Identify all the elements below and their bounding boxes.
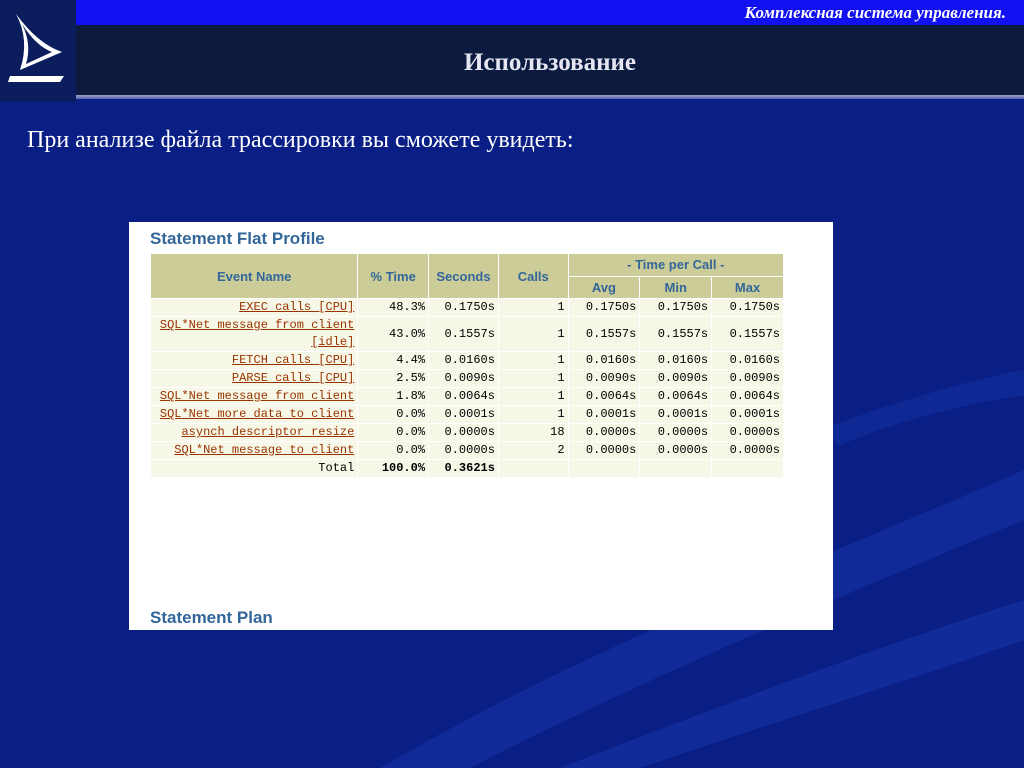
- table-row: [151, 424, 784, 442]
- col-calls: Calls: [498, 254, 568, 299]
- seconds-cell: 0.0001s: [429, 406, 499, 424]
- calls-cell: 1: [498, 388, 568, 406]
- col-time-per-call: - Time per Call -: [568, 254, 783, 277]
- total-pct: 100.0%: [358, 460, 429, 478]
- max-cell: 0.0000s: [712, 424, 784, 442]
- event-link[interactable]: SQL*Net more data to client: [151, 406, 358, 424]
- seconds-cell: 0.1750s: [429, 299, 499, 317]
- avg-cell: 0.0090s: [568, 370, 640, 388]
- calls-cell: 1: [498, 370, 568, 388]
- avg-cell: 0.1750s: [568, 299, 640, 317]
- calls-cell: 1: [498, 406, 568, 424]
- min-cell: 0.0064s: [640, 388, 712, 406]
- title-bar: [76, 25, 1024, 95]
- table-row: [151, 388, 784, 406]
- col-min: Min: [640, 276, 712, 299]
- max-cell: 0.0001s: [712, 406, 784, 424]
- min-cell: 0.1750s: [640, 299, 712, 317]
- max-cell: 0.0160s: [712, 352, 784, 370]
- min-cell: 0.1557s: [640, 317, 712, 352]
- min-cell: 0.0001s: [640, 406, 712, 424]
- table-row: [151, 442, 784, 460]
- max-cell: 0.1557s: [712, 317, 784, 352]
- avg-cell: 0.0000s: [568, 424, 640, 442]
- parus-sail-icon: [0, 0, 76, 102]
- company-name: Комплексная система управления.: [744, 3, 1006, 22]
- event-link[interactable]: SQL*Net message to client: [151, 442, 358, 460]
- event-link[interactable]: EXEC calls [CPU]: [151, 299, 358, 317]
- table-row: [151, 299, 784, 317]
- seconds-cell: 0.0160s: [429, 352, 499, 370]
- table-row: [151, 317, 784, 352]
- event-link[interactable]: FETCH calls [CPU]: [151, 352, 358, 370]
- calls-cell: 1: [498, 317, 568, 352]
- seconds-cell: 0.0090s: [429, 370, 499, 388]
- title-divider: [76, 95, 1024, 99]
- min-cell: 0.0160s: [640, 352, 712, 370]
- flat-profile-title: Statement Flat Profile: [150, 229, 325, 248]
- seconds-cell: 0.0000s: [429, 424, 499, 442]
- col-max: Max: [712, 276, 784, 299]
- avg-cell: 0.1557s: [568, 317, 640, 352]
- avg-cell: 0.0000s: [568, 442, 640, 460]
- pct-cell: 4.4%: [358, 352, 429, 370]
- total-seconds: 0.3621s: [429, 460, 499, 478]
- seconds-cell: 0.0000s: [429, 442, 499, 460]
- top-bar: [76, 0, 1024, 25]
- col-seconds: Seconds: [429, 254, 499, 299]
- seconds-cell: 0.0064s: [429, 388, 499, 406]
- min-cell: 0.0000s: [640, 424, 712, 442]
- table-row: [151, 406, 784, 424]
- calls-cell: 18: [498, 424, 568, 442]
- calls-cell: 1: [498, 352, 568, 370]
- pct-cell: 43.0%: [358, 317, 429, 352]
- empty-cell: [498, 460, 568, 478]
- min-cell: 0.0000s: [640, 442, 712, 460]
- total-row: [151, 460, 784, 478]
- col-avg: Avg: [568, 276, 640, 299]
- min-cell: 0.0090s: [640, 370, 712, 388]
- flat-profile-table: [150, 253, 784, 478]
- seconds-cell: 0.1557s: [429, 317, 499, 352]
- slide-title: Использование: [463, 49, 637, 76]
- table-row: [151, 370, 784, 388]
- empty-cell: [712, 460, 784, 478]
- max-cell: 0.1750s: [712, 299, 784, 317]
- empty-cell: [640, 460, 712, 478]
- pct-cell: 0.0%: [358, 442, 429, 460]
- pct-cell: 2.5%: [358, 370, 429, 388]
- max-cell: 0.0064s: [712, 388, 784, 406]
- intro-text: При анализе файла трассировки вы сможете увидеть:: [27, 127, 574, 153]
- calls-cell: 2: [498, 442, 568, 460]
- col-event-name: Event Name: [151, 254, 358, 299]
- event-link[interactable]: SQL*Net message from client: [151, 388, 358, 406]
- trace-report-screenshot: [129, 222, 833, 630]
- pct-cell: 0.0%: [358, 406, 429, 424]
- empty-cell: [568, 460, 640, 478]
- calls-cell: 1: [498, 299, 568, 317]
- avg-cell: 0.0064s: [568, 388, 640, 406]
- statement-plan-title: Statement Plan: [150, 608, 273, 627]
- pct-cell: 48.3%: [358, 299, 429, 317]
- event-link[interactable]: PARSE calls [CPU]: [151, 370, 358, 388]
- avg-cell: 0.0001s: [568, 406, 640, 424]
- event-link[interactable]: SQL*Net message from client [idle]: [151, 317, 358, 352]
- logo: [0, 0, 76, 102]
- table-row: [151, 352, 784, 370]
- col-pct-time: % Time: [358, 254, 429, 299]
- max-cell: 0.0090s: [712, 370, 784, 388]
- max-cell: 0.0000s: [712, 442, 784, 460]
- event-link[interactable]: asynch descriptor resize: [151, 424, 358, 442]
- total-label: Total: [151, 460, 358, 478]
- pct-cell: 0.0%: [358, 424, 429, 442]
- pct-cell: 1.8%: [358, 388, 429, 406]
- avg-cell: 0.0160s: [568, 352, 640, 370]
